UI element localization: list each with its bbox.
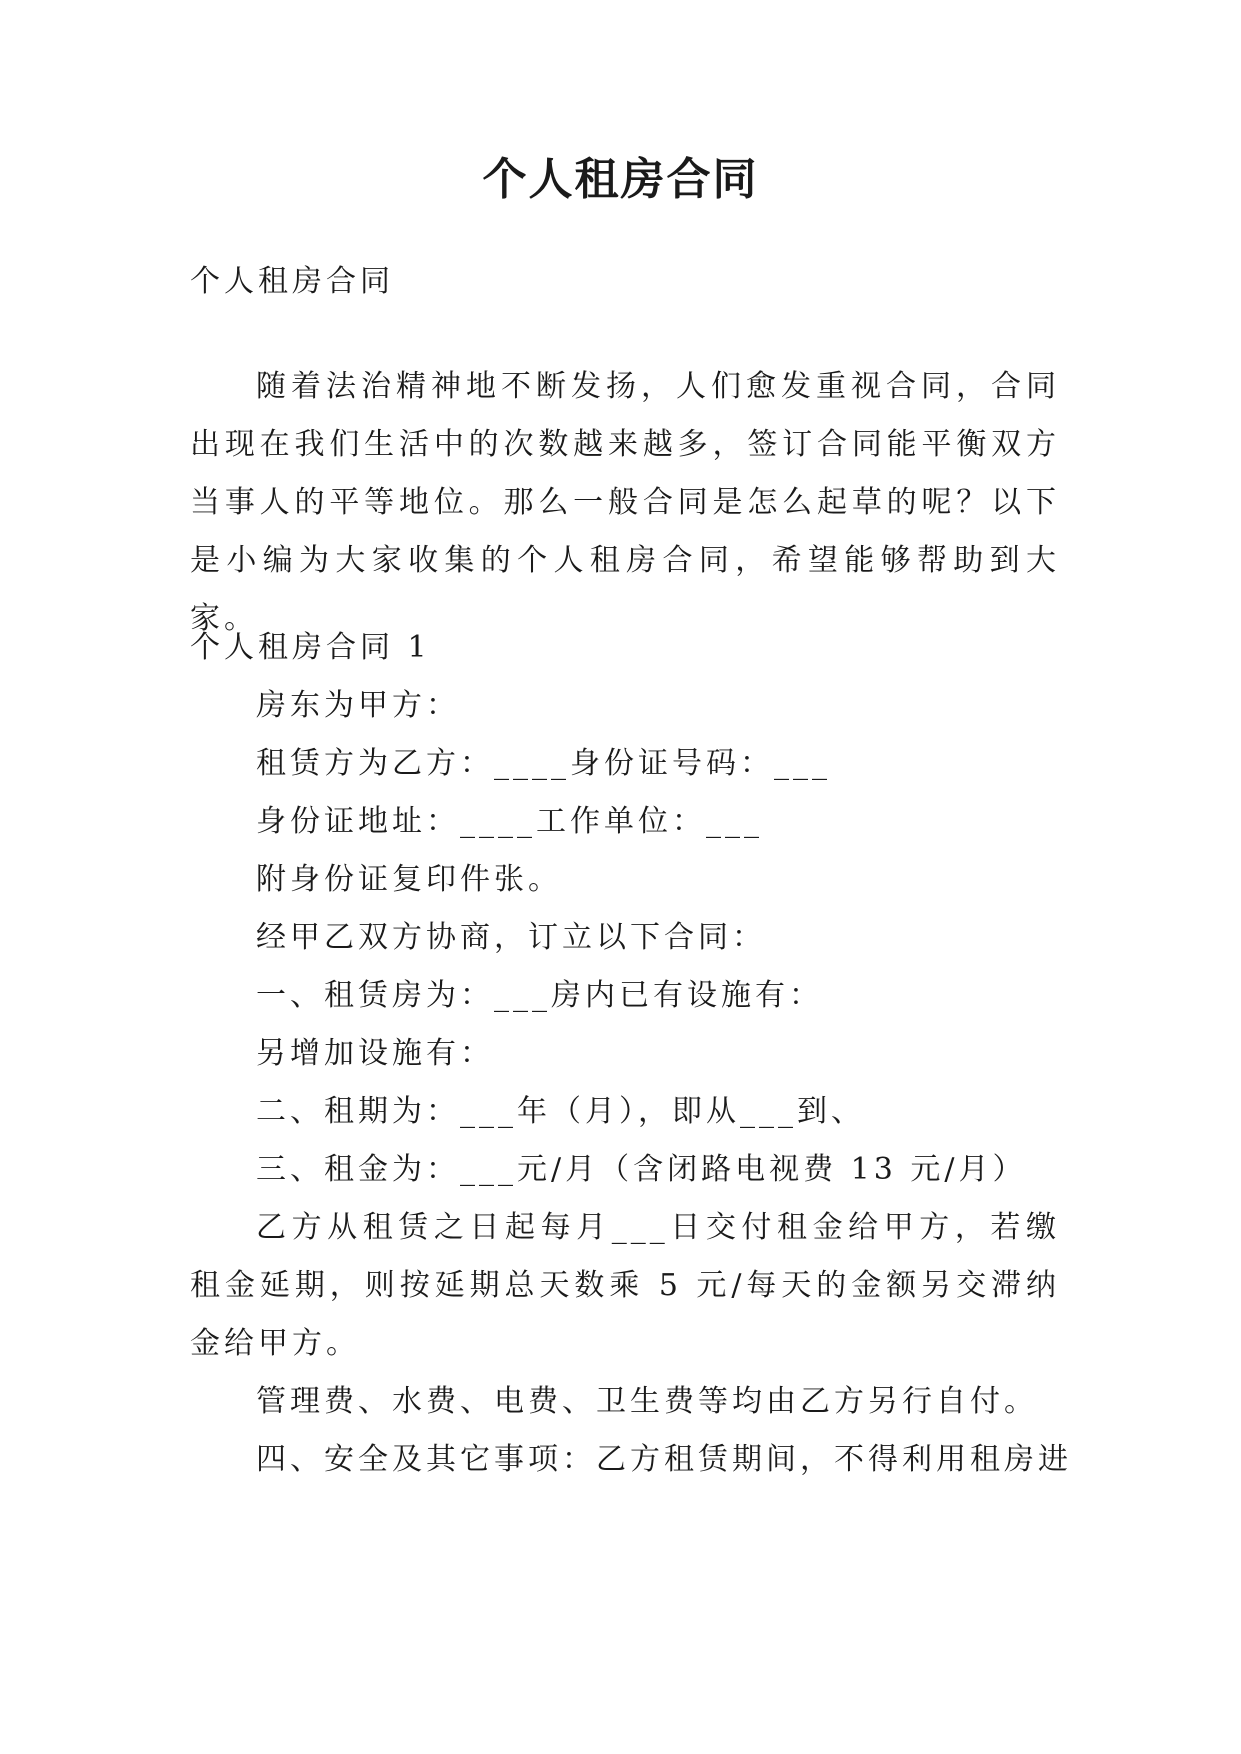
extra-facilities-line: 另增加设施有： (256, 1036, 494, 1071)
clause1-line: 一、租赁房为：___房内已有设施有： (256, 978, 823, 1013)
tenant-line: 租赁方为乙方：____身份证号码：___ (256, 746, 831, 781)
clause3-line: 三、租金为：___元/月（含闭路电视费 13 元/月） (256, 1152, 1027, 1187)
subtitle-text: 个人租房合同 (190, 264, 394, 299)
payment-paragraph: 乙方从租赁之日起每月___日交付租金给甲方，若缴租金延期，则按延期总天数乘 5 元/每天的金额另交滞纳金给甲方。 (190, 1210, 1060, 1361)
contract-body (190, 619, 1072, 1489)
fees-line: 管理费、水费、电费、卫生费等均由乙方另行自付。 (256, 1384, 1038, 1419)
agreement-line: 经甲乙双方协商，订立以下合同： (256, 920, 766, 955)
id-address-line: 身份证地址：____工作单位：___ (256, 804, 763, 839)
id-copy-line: 附身份证复印件张。 (256, 862, 562, 897)
landlord-line: 房东为甲方： (256, 688, 460, 723)
clause2-line: 二、租期为：___年（月），即从___到、 (256, 1094, 865, 1129)
subtitle (190, 253, 1060, 311)
section-heading: 个人租房合同 1 (190, 630, 431, 665)
intro-text: 随着法治精神地不断发扬，人们愈发重视合同，合同出现在我们生活中的次数越来越多，签订合同能平衡双方当事人的平等地位。那么一般合同是怎么起草的呢？以下是小编为大家收集的个人租房合同，希望能够帮助到大家。 (190, 369, 1060, 636)
intro-paragraph (190, 358, 1060, 648)
document-title: 个人租房合同 (482, 154, 759, 205)
clause4-line: 四、安全及其它事项：乙方租赁期间，不得利用租房进 (256, 1442, 1072, 1477)
